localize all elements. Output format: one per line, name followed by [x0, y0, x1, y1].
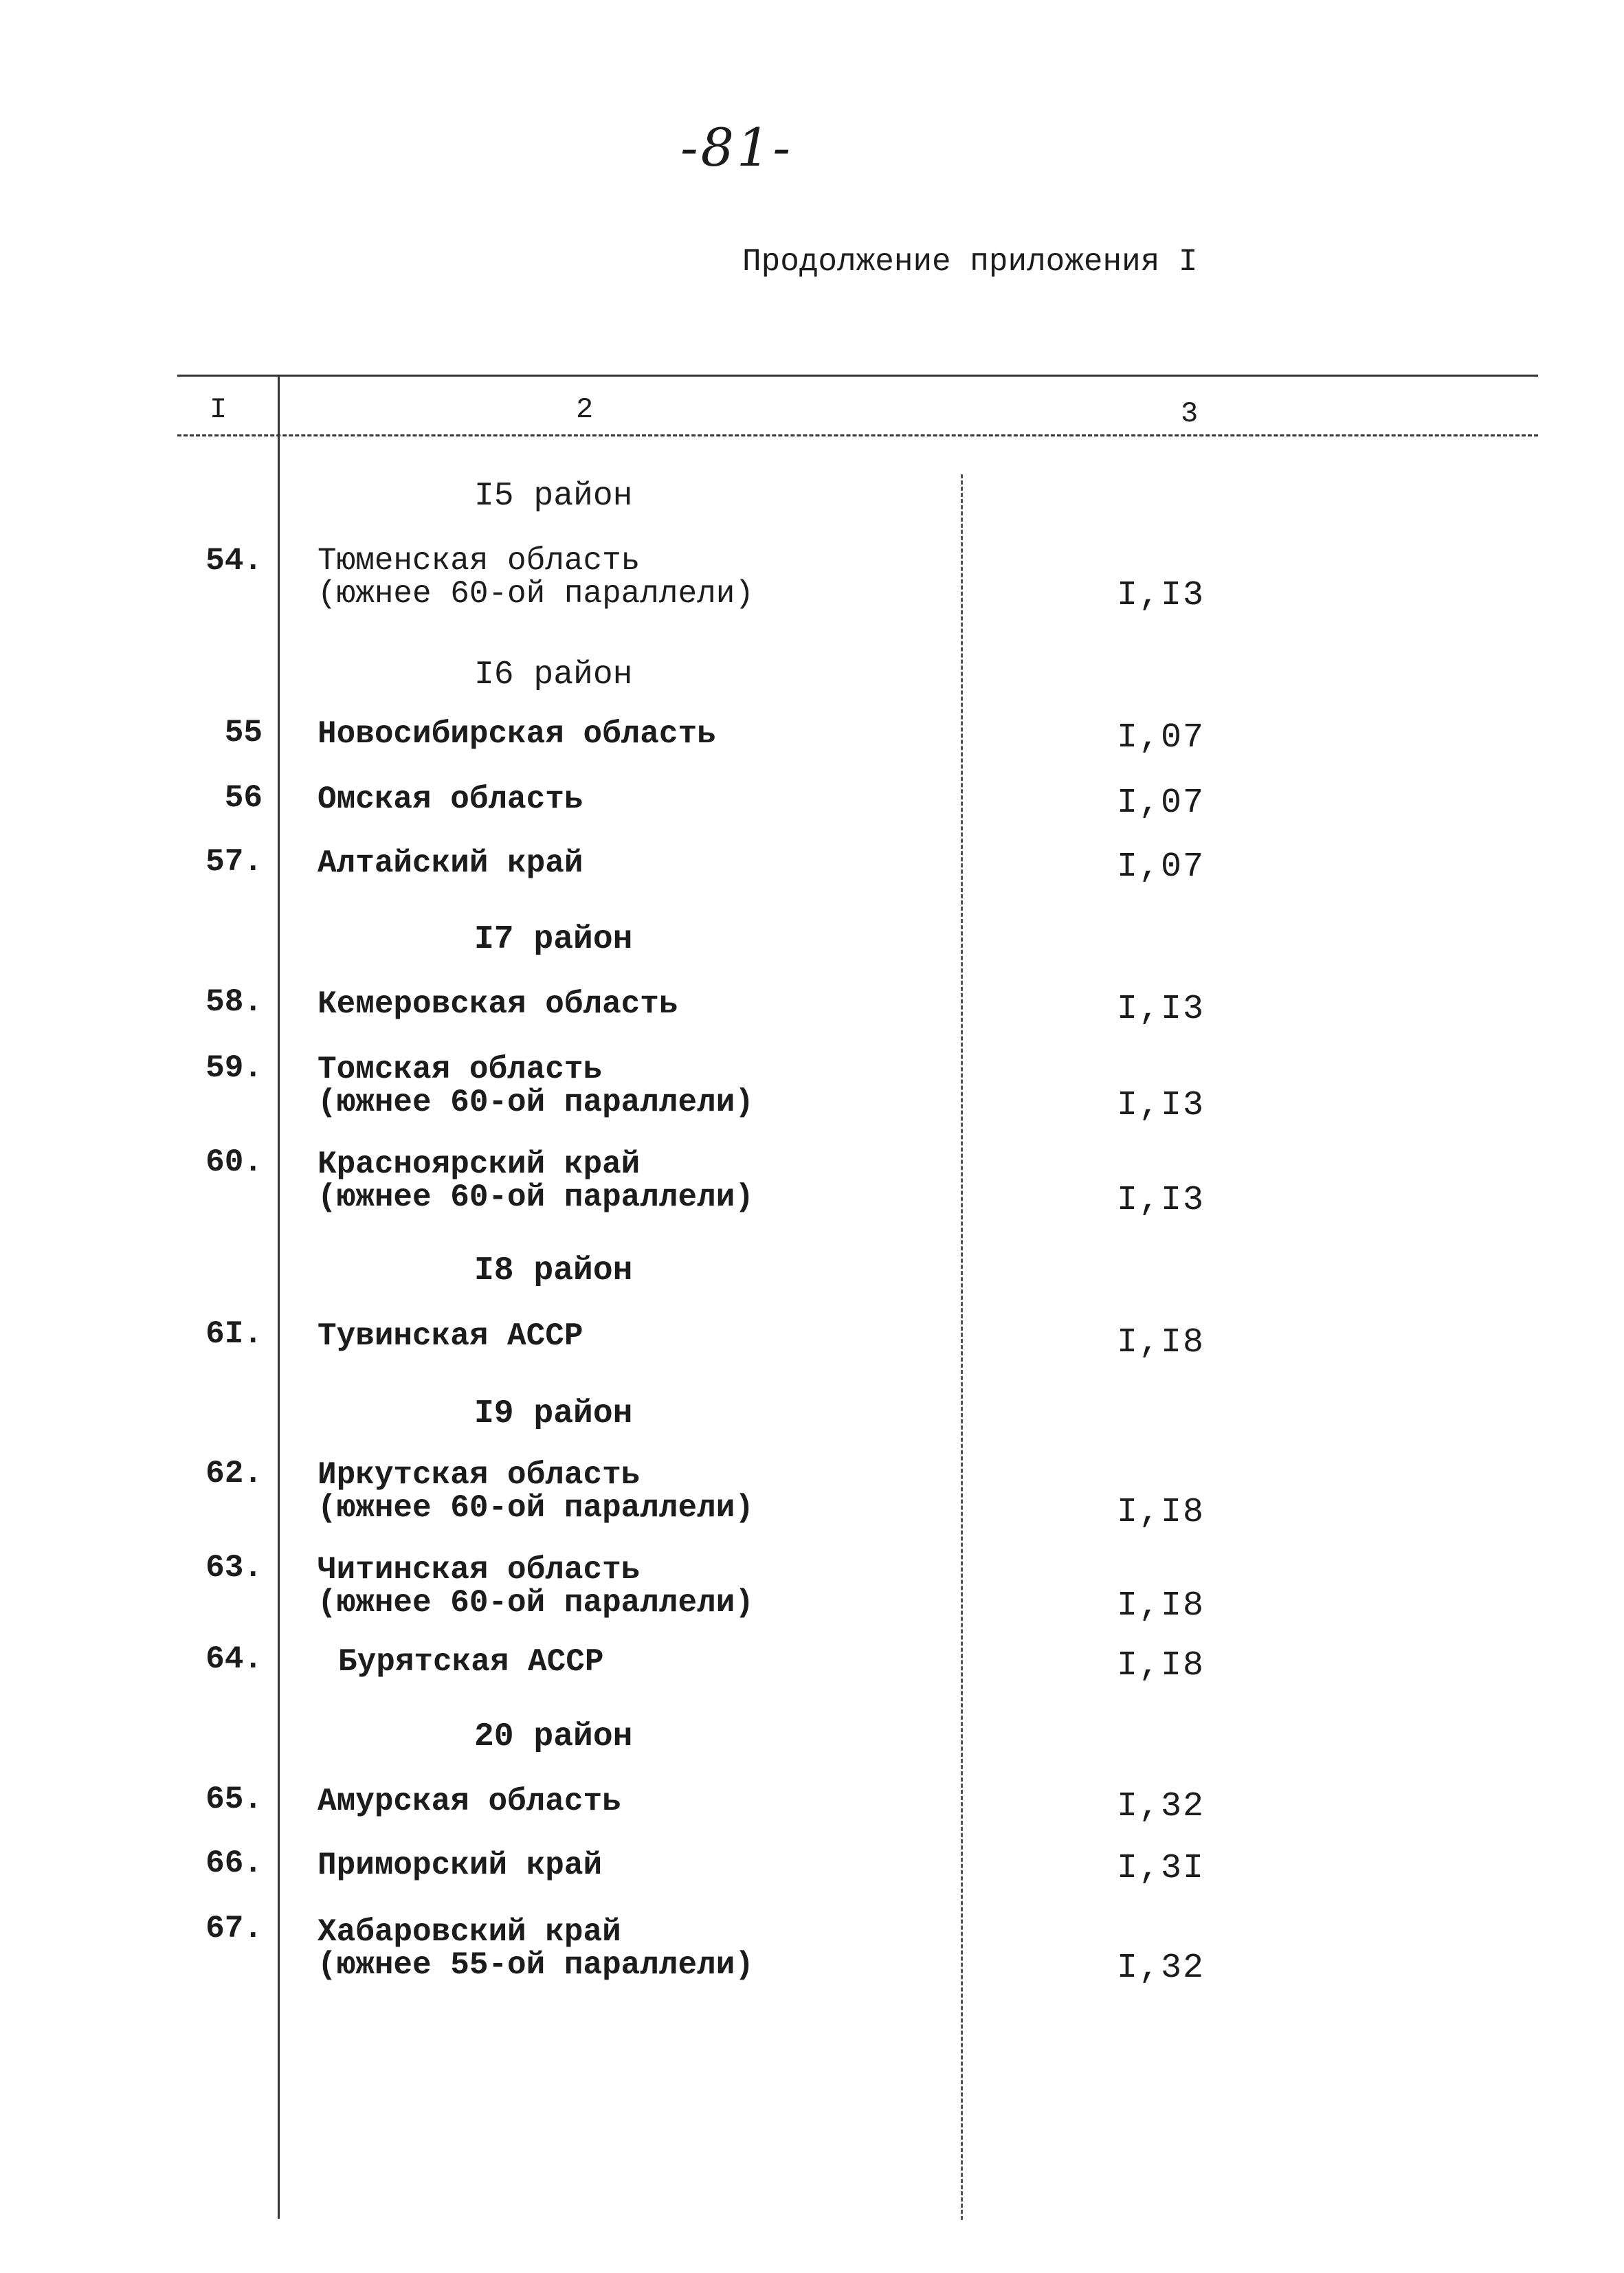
row-number: 64. [205, 1641, 263, 1677]
continuation-caption: Продолжение приложения I [742, 244, 1198, 280]
region-name: Амурская область [318, 1784, 621, 1819]
column-divider-1 [278, 377, 280, 2219]
region-name: Кемеровская область [318, 986, 678, 1022]
region-name: Приморский край [318, 1848, 603, 1883]
row-number: 63. [205, 1550, 263, 1586]
region-note: (южнее 60-ой параллели) [318, 576, 754, 612]
region-note: (южнее 60-ой параллели) [318, 1085, 754, 1120]
page-number: -81- [680, 117, 794, 178]
row-number: 60. [205, 1144, 263, 1180]
table-top-rule [177, 375, 1538, 377]
coefficient-value: I,3I [1117, 1849, 1205, 1888]
row-number: 57. [205, 844, 263, 880]
row-number: 6I. [205, 1316, 263, 1352]
district-heading-16: I6 район [474, 656, 633, 694]
row-number: 65. [205, 1782, 263, 1817]
region-note: (южнее 60-ой параллели) [318, 1179, 754, 1215]
district-heading-17: I7 район [474, 921, 633, 958]
row-number: 58. [205, 984, 263, 1020]
coefficient-value: I,I3 [1117, 990, 1205, 1029]
coefficient-value: I,I3 [1117, 1181, 1205, 1220]
region-name: Читинская область [318, 1552, 641, 1588]
row-number: 56 [224, 780, 263, 816]
region-note: (южнее 60-ой параллели) [318, 1585, 754, 1621]
coefficient-value: I,I3 [1117, 1086, 1205, 1125]
column-divider-2 [961, 474, 963, 2220]
coefficient-value: I,07 [1117, 847, 1205, 887]
coefficient-value: I,07 [1117, 718, 1205, 757]
district-heading-19: I9 район [474, 1395, 633, 1432]
row-number: 67. [205, 1911, 263, 1947]
row-number: 62. [205, 1456, 263, 1492]
column-header-3: 3 [1181, 397, 1199, 430]
coefficient-value: I,I8 [1117, 1646, 1205, 1685]
region-name: Алтайский край [318, 845, 583, 881]
column-header-2: 2 [576, 393, 594, 426]
region-name: Красноярский край [318, 1146, 641, 1182]
district-heading-15: I5 район [474, 478, 633, 515]
region-name: Тувинская АССР [318, 1318, 583, 1354]
column-header-1: I [210, 393, 227, 426]
district-heading-18: I8 район [474, 1252, 633, 1289]
region-name: Тюменская область [318, 543, 641, 579]
row-number: 59. [205, 1050, 263, 1086]
coefficient-value: I,I8 [1117, 1586, 1205, 1626]
region-note: (южнее 55-ой параллели) [318, 1947, 754, 1983]
coefficient-value: I,32 [1117, 1787, 1205, 1826]
region-note: (южнее 60-ой параллели) [318, 1490, 754, 1526]
row-number: 66. [205, 1845, 263, 1881]
region-name: Омская область [318, 781, 583, 817]
coefficient-value: I,32 [1117, 1949, 1205, 1988]
region-name: Хабаровский край [318, 1914, 621, 1950]
row-number: 55 [224, 715, 263, 751]
region-name: Бурятская АССР [338, 1644, 604, 1680]
coefficient-value: I,I8 [1117, 1323, 1205, 1362]
header-bottom-rule [177, 434, 1538, 436]
region-name: Новосибирская область [318, 716, 716, 752]
coefficient-value: I,07 [1117, 784, 1205, 823]
district-heading-20: 20 район [474, 1718, 633, 1755]
coefficient-value: I,I3 [1117, 576, 1205, 615]
region-name: Иркутская область [318, 1457, 641, 1493]
region-name: Томская область [318, 1052, 603, 1087]
row-number: 54. [205, 543, 263, 579]
coefficient-value: I,I8 [1117, 1493, 1205, 1532]
